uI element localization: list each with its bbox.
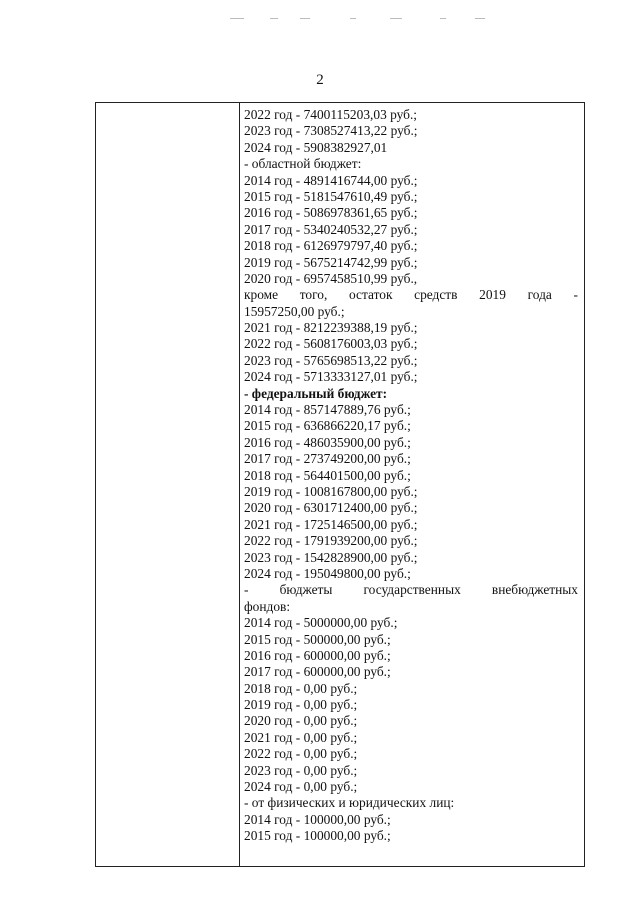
text-line: 2014 год - 857147889,76 руб.; bbox=[244, 402, 411, 418]
text-line: 2018 год - 564401500,00 руб.; bbox=[244, 467, 411, 483]
text-line: 2023 год - 7308527413,22 руб.; bbox=[244, 123, 418, 139]
text-line: 2024 год - 5908382927,01 bbox=[244, 139, 388, 155]
text-line: 2018 год - 0,00 руб.; bbox=[244, 680, 358, 696]
text-line: 2023 год - 1542828900,00 руб.; bbox=[244, 549, 418, 565]
text-line: кроме того, остаток средств 2019 года - bbox=[244, 287, 578, 303]
text-line: 2020 год - 6301712400,00 руб.; bbox=[244, 500, 418, 516]
text-line: 2019 год - 0,00 руб.; bbox=[244, 697, 358, 713]
text-line: 2015 год - 500000,00 руб.; bbox=[244, 631, 391, 647]
text-line: 2020 год - 0,00 руб.; bbox=[244, 713, 358, 729]
text-line: 2019 год - 5675214742,99 руб.; bbox=[244, 254, 418, 270]
text-line: 2022 год - 1791939200,00 руб.; bbox=[244, 533, 418, 549]
text-line: 2020 год - 6957458510,99 руб., bbox=[244, 270, 418, 286]
text-line: 2021 год - 0,00 руб.; bbox=[244, 729, 358, 745]
text-line: фондов: bbox=[244, 598, 291, 614]
text-line: 2024 год - 5713333127,01 руб.; bbox=[244, 369, 418, 385]
text-line: 2015 год - 636866220,17 руб.; bbox=[244, 418, 411, 434]
text-line: - бюджеты государственных внебюджетных bbox=[244, 582, 578, 598]
text-line: 2014 год - 5000000,00 руб.; bbox=[244, 615, 398, 631]
text-line: 2019 год - 1008167800,00 руб.; bbox=[244, 483, 418, 499]
text-line: 2016 год - 600000,00 руб.; bbox=[244, 647, 391, 663]
text-line: 2024 год - 195049800,00 руб.; bbox=[244, 565, 411, 581]
text-line: 2015 год - 5181547610,49 руб.; bbox=[244, 188, 418, 204]
text-line: - федеральный бюджет: bbox=[244, 385, 388, 401]
text-line: 15957250,00 руб.; bbox=[244, 303, 345, 319]
funding-text-cell bbox=[244, 107, 578, 845]
text-line: 2022 год - 5608176003,03 руб.; bbox=[244, 336, 418, 352]
text-line: 2021 год - 8212239388,19 руб.; bbox=[244, 320, 418, 336]
column-divider bbox=[239, 103, 240, 866]
text-line: - от физических и юридических лиц: bbox=[244, 795, 455, 811]
text-line: 2021 год - 1725146500,00 руб.; bbox=[244, 516, 418, 532]
text-line: 2023 год - 0,00 руб.; bbox=[244, 762, 358, 778]
text-line: 2016 год - 5086978361,65 руб.; bbox=[244, 205, 418, 221]
text-line: 2024 год - 0,00 руб.; bbox=[244, 779, 358, 795]
text-line: 2023 год - 5765698513,22 руб.; bbox=[244, 352, 418, 368]
text-line: - областной бюджет: bbox=[244, 156, 362, 172]
text-line: 2015 год - 100000,00 руб.; bbox=[244, 828, 391, 844]
text-line: 2018 год - 6126979797,40 руб.; bbox=[244, 238, 418, 254]
text-line: 2014 год - 4891416744,00 руб.; bbox=[244, 172, 418, 188]
text-line: 2017 год - 273749200,00 руб.; bbox=[244, 451, 411, 467]
text-line: 2017 год - 5340240532,27 руб.; bbox=[244, 221, 418, 237]
document-table bbox=[95, 102, 585, 867]
text-line: 2022 год - 0,00 руб.; bbox=[244, 746, 358, 762]
page-number: 2 bbox=[316, 72, 324, 88]
scan-artifacts bbox=[230, 18, 490, 22]
text-line: 2014 год - 100000,00 руб.; bbox=[244, 811, 391, 827]
text-line: 2022 год - 7400115203,03 руб.; bbox=[244, 107, 418, 122]
text-line: 2016 год - 486035900,00 руб.; bbox=[244, 434, 411, 450]
text-line: 2017 год - 600000,00 руб.; bbox=[244, 664, 391, 680]
